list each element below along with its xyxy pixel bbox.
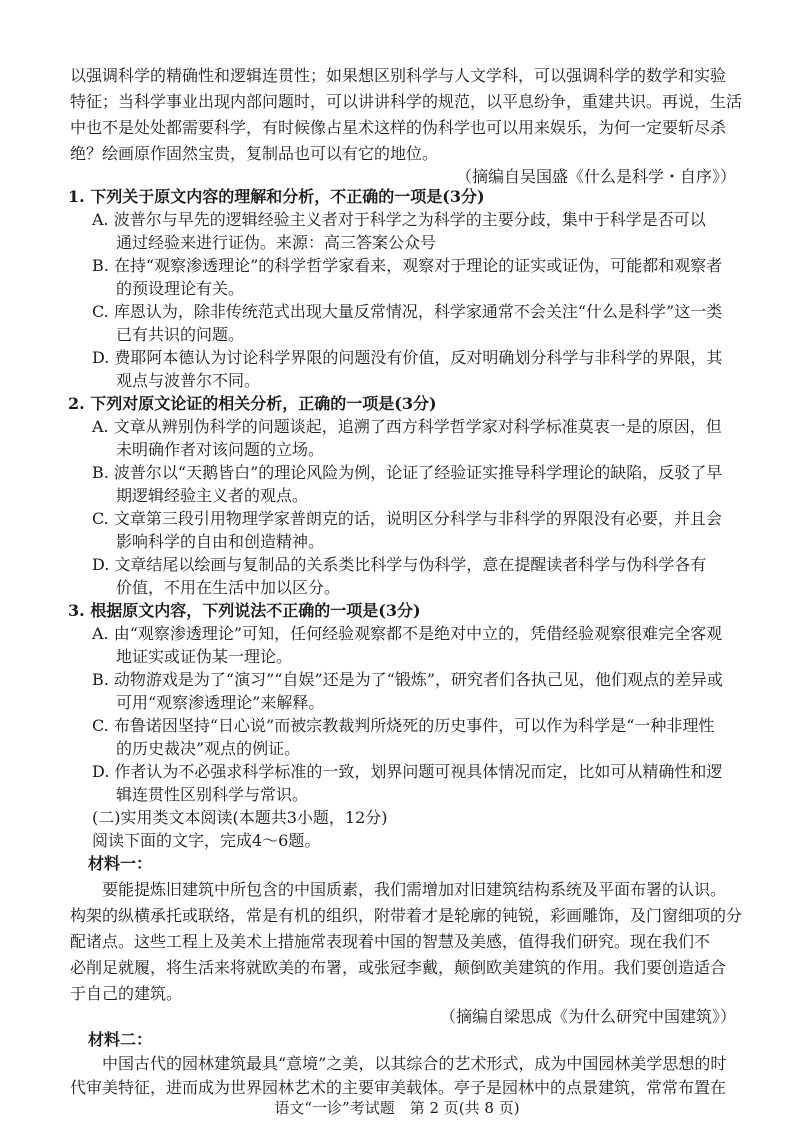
text-line-42: 材料二：: [88, 1030, 153, 1049]
text-line-30: 的历史裁决”观点的例证。: [116, 739, 301, 758]
text-line-26: 地证实或证伪某一理论。: [116, 647, 293, 666]
text-line-13: D. 费耶阿本德认为讨论科学界限的问题没有价值，反对明确划分科学与非科学的界限，其: [92, 348, 723, 367]
text-line-20: C. 文章第三段引用物理学家普朗克的话，说明区分科学与非科学的界限没有必要，并且会: [92, 509, 722, 528]
text-line-16: A. 文章从辨别伪科学的问题谈起，追溯了西方科学哲学家对科学标准莫衷一是的原因，但: [92, 417, 722, 436]
text-line-38: 配诸点。这些工程上及美术上措施常表现着中国的智慧及美感，值得我们研究。现在我们不: [70, 932, 711, 951]
text-line-4: 绝？绘画原作固然宝贵，复制品也可以有它的地位。: [70, 144, 439, 163]
text-line-7: A. 波普尔与早先的逻辑经验主义者对于科学之为科学的主要分歧，集中于科学是否可以: [92, 210, 706, 229]
text-line-27: B. 动物游戏是为了“演习”“自娱”还是为了“锻炼”，研究者们各执己见，他们观点的差异或: [92, 670, 724, 689]
text-line-17: 未明确作者对该问题的立场。: [116, 440, 325, 459]
text-line-44: 代审美特征，进而成为世界园林艺术的主要审美载体。亭子是园林中的点景建筑，常常布置在: [70, 1078, 727, 1097]
text-line-22: D. 文章结尾以绘画与复制品的关系类比科学与伪科学，意在提醒读者科学与伪科学各有: [92, 555, 707, 574]
text-line-1: 以强调科学的精确性和逻辑连贯性；如果想区别科学与人文学科，可以强调科学的数学和实验: [70, 66, 727, 85]
text-line-31: D. 作者认为不必强求科学标准的一致，划界问题可视具体情况而定，比如可从精确性和逻: [92, 762, 723, 781]
text-line-18: B. 波普尔以“天鹅皆白”的理论风险为例，论证了经验证实推导科学理论的缺陷，反驳了早: [92, 463, 723, 482]
text-line-24: 3. 根据原文内容，下列说法不正确的一项是(3分): [68, 601, 421, 620]
page-footer: 语文“一诊”考试题 第 2 页(共 8 页): [274, 1099, 520, 1117]
text-line-3: 中也不是处处都需要科学，有时候像占星术这样的伪科学也可以用来娱乐，为何一定要斩尽杀: [70, 118, 727, 137]
text-line-40: 于自己的建筑。: [70, 984, 183, 1003]
text-line-29: C. 布鲁诺因坚持“日心说”而被宗教裁判所烧死的历史事件，可以作为科学是“一种非理性: [92, 716, 715, 735]
text-line-14: 观点与波普尔不同。: [116, 371, 261, 390]
text-line-32: 辑连贯性区别科学与常识。: [116, 785, 309, 804]
text-line-28: 可用“观察渗透理论”来解释。: [116, 693, 325, 712]
text-line-21: 影响科学的自由和创造精神。: [116, 532, 325, 551]
text-line-39: 必削足就履，将生活来将就欧美的布署，或张冠李戴，颠倒欧美建筑的作用。我们要创造适合: [70, 958, 727, 977]
text-line-23: 价值，不用在生活中加以区分。: [116, 578, 341, 597]
text-line-19: 期逻辑经验主义者的观点。: [116, 486, 309, 505]
text-line-36: 要能提炼旧建筑中所包含的中国质素，我们需增加对旧建筑结构系统及平面布署的认识。: [102, 880, 727, 899]
text-line-33: (二)实用类文本阅读(本题共3小题，12分): [92, 808, 388, 827]
text-line-2: 特征；当科学事业出现内部问题时，可以讲讲科学的规范，以平息纷争，重建共识。再说，生活: [70, 92, 743, 111]
text-line-25: A. 由“观察渗透理论”可知，任何经验观察都不是绝对中立的，凭借经验观察很难完全客观: [92, 624, 723, 643]
text-line-11: C. 库恩认为，除非传统范式出现大量反常情况，科学家通常不会关注“什么是科学”这一类: [92, 302, 723, 321]
text-line-37: 构架的纵横承托或联络，常是有机的组织，附带着才是轮廓的钝锐，彩画雕饰，及门窗细项的分: [70, 906, 743, 925]
text-line-43: 中国古代的园林建筑最具“意境”之美，以其综合的艺术形式，成为中国园林美学思想的时: [102, 1054, 727, 1073]
text-line-10: 的预设理论有关。: [116, 279, 245, 298]
text-line-9: B. 在持“观察渗透理论”的科学哲学家看来，观察对于理论的证实或证伪，可能都和观察者: [92, 256, 723, 275]
text-line-35: 材料一：: [88, 854, 153, 873]
text-line-15: 2. 下列对原文论证的相关分析，正确的一项是(3分): [68, 394, 437, 413]
text-line-5: （摘编自吴国盛《什么是科学・自序》）: [455, 167, 736, 186]
text-line-6: 1. 下列关于原文内容的理解和分析，不正确的一项是(3分): [68, 187, 485, 206]
text-line-34: 阅读下面的文字，完成4～6题。: [92, 831, 321, 850]
text-line-41: （摘编自梁思成《为什么研究中国建筑》）: [439, 1007, 736, 1026]
text-line-12: 已有共识的问题。: [116, 325, 245, 344]
text-line-8: 通过经验来进行证伪。来源：高三答案公众号: [116, 233, 437, 252]
